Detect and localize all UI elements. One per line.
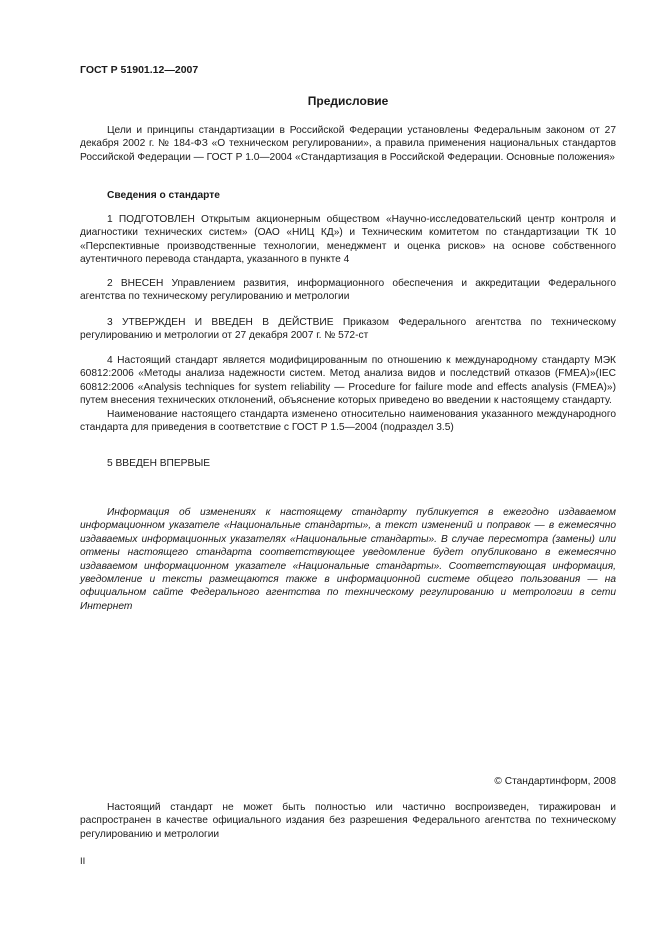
page-title: Предисловие — [307, 94, 389, 108]
info-notice-text: Информация об изменениях к настоящему стандарту публикуется в ежегодно издаваемом информационном указателе «Национальные стандарты», а текст изменений и поправок — в ежемесячно издаваемых информационных указателях «Национальные стандарты». В случае пересмотра (замены) или отмены настоящего стандарта соответствующее уведомление будет опубликовано в ежемесячно издаваемом информационном указателе «Национальные стандарты». Соответствующая информация, уведомление и тексты размещаются также в информационной системе общего пользования — на официальном сайте Федерального агентства по техническому регулированию и метрологии в сети Интернет — [80, 507, 616, 612]
item-3-text: 3 УТВЕРЖДЕН И ВВЕДЕН В ДЕЙСТВИЕ Приказом Федерального агентства по техническому регулированию и метрологии от 27 декабря 2007 г. № 572-ст — [80, 317, 616, 342]
page-number: II — [80, 856, 86, 867]
item-1-text: 1 ПОДГОТОВЛЕН Открытым акционерным обществом «Научно-исследовательский центр контроля и диагностики технических систем» (ОАО «НИЦ КД») и Техническим комитетом по стандартизации ТК 10 «Перспективные производственные технологии, менеджмент и оценка рисков» на основе собственного аутентичного перевода стандарта, указанного в пункте 4 — [80, 214, 616, 266]
item-3 — [80, 316, 616, 343]
item-2 — [80, 277, 616, 304]
standard-info-heading: Сведения о стандарте — [107, 190, 220, 201]
intro-text: Цели и принципы стандартизации в Российской Федерации установлены Федеральным законом от 27 декабря 2002 г. № 184-ФЗ «О техническом регулировании», а правила применения национальных стандартов Российской Федерации — ГОСТ Р 1.0—2004 «Стандартизация в Российской Федерации. Основные положения» — [80, 125, 616, 163]
item-5-text: 5 ВВЕДЕН ВПЕРВЫЕ — [107, 458, 211, 469]
reproduction-notice — [80, 801, 616, 841]
item-1 — [80, 213, 616, 267]
intro-paragraph — [80, 124, 616, 164]
item-5 — [80, 457, 616, 470]
info-notice — [80, 506, 616, 613]
item-4 — [80, 354, 616, 434]
item-4-note: Наименование настоящего стандарта изменено относительно наименования указанного международного стандарта для приведения в соответствие с ГОСТ Р 1.5—2004 (подраздел 3.5) — [80, 408, 616, 434]
item-2-text: 2 ВНЕСЕН Управлением развития, информационного обеспечения и аккредитации Федерального агентства по техническому регулированию и метрологии — [80, 278, 616, 303]
reproduction-notice-text: Настоящий стандарт не может быть полностью или частично воспроизведен, тиражирован и распространен в качестве официального издания без разрешения Федерального агентства по техническому регулированию и метрологии — [80, 802, 616, 840]
item-4-text: 4 Настоящий стандарт является модифицированным по отношению к международному стандарту МЭК 60812:2006 «Методы анализа надежности систем. Метод анализа видов и последствий отказов (FMEA)»(IEC 60812:2006 «Analysis techniques for system reliability — Procedure for failure mode and effects analysis (FMEA)») путем внесения технических отклонений, объяснение которых приведено во введении к настоящему стандарту. — [80, 355, 616, 407]
document-code: ГОСТ Р 51901.12—2007 — [80, 64, 199, 76]
copyright: © Стандартинформ, 2008 — [494, 776, 616, 787]
